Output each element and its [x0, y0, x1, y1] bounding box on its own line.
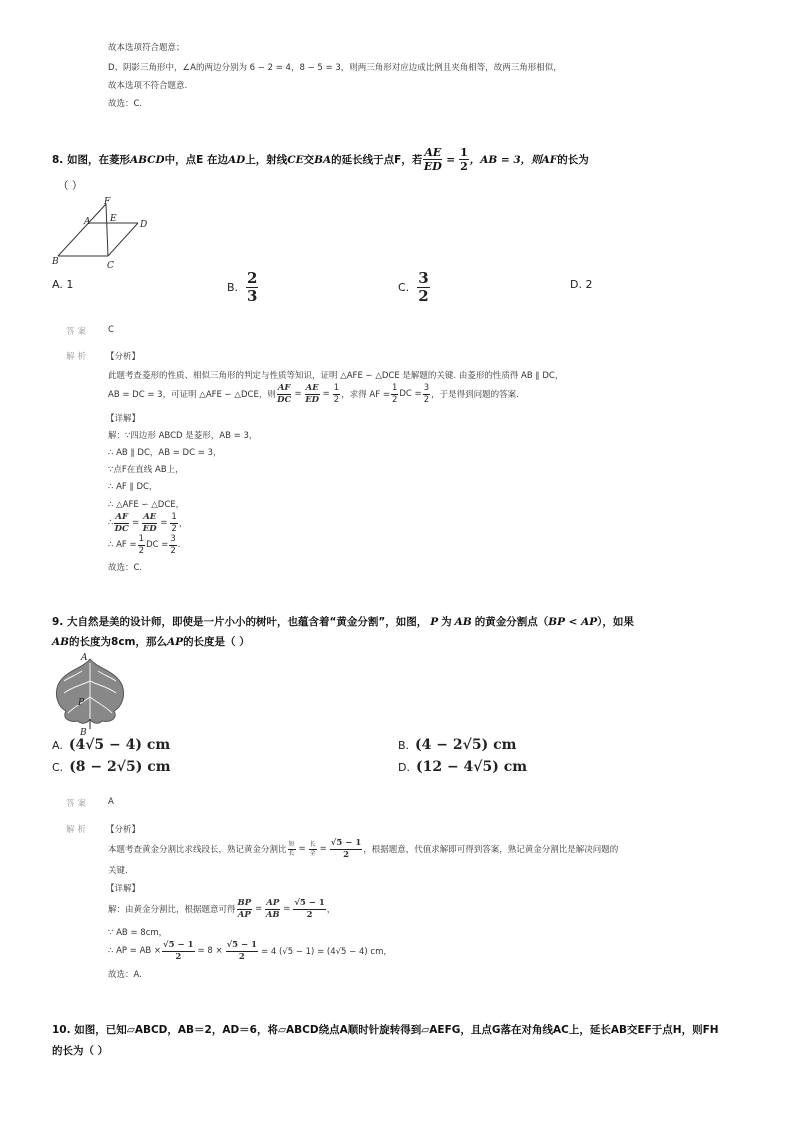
segment-fc: [106, 204, 108, 256]
option-a[interactable]: [52, 737, 170, 753]
segment-bf: [58, 204, 106, 256]
point-label: E: [110, 214, 117, 224]
solution-line: ∴ AB ∥ DC，AB = DC = 3，: [108, 448, 222, 458]
point-label: A: [84, 217, 91, 227]
fraction: [226, 941, 258, 961]
question-10-stem: 10. 如图，已知▱ABCD，AB＝2，AD＝6，将▱ABCD绕点A顺时针旋转得到▱AEFG，且点G落在对角线AC上，延长AB交EF于点H，则FH: [52, 1024, 719, 1036]
section-heading: 【分析】: [106, 825, 141, 835]
analysis-label: 解析: [66, 825, 90, 835]
option-label: C.: [52, 760, 64, 774]
text: 解：由黄金分割比，根据题意可得: [108, 905, 236, 915]
rhombus-figure: [50, 194, 160, 270]
numerator: √5 − 1: [294, 898, 325, 908]
option-label: B.: [398, 738, 410, 752]
numerator: 3: [170, 534, 176, 544]
denominator: 2: [460, 160, 468, 173]
question-8-stem: [52, 147, 589, 172]
numerator: 1: [460, 146, 468, 159]
fraction: [417, 271, 429, 304]
fraction: [265, 899, 280, 919]
fraction: [309, 842, 317, 857]
equals: =: [132, 518, 140, 528]
analysis-line: [108, 384, 519, 404]
point-label: A: [81, 653, 88, 663]
numerator: 短: [288, 840, 295, 848]
answer-label: 答案: [66, 799, 90, 809]
denominator: AB: [265, 909, 280, 920]
text: = 8 ×: [197, 946, 223, 956]
denominator: 全: [309, 849, 316, 857]
q9-text: ），如果: [597, 616, 634, 628]
section-heading: 【详解】: [106, 884, 141, 894]
point-label: P: [78, 698, 85, 708]
leaf-figure: [52, 651, 128, 737]
q9-math: AB: [454, 615, 472, 628]
point-label: F: [104, 197, 111, 207]
equals: =: [446, 153, 456, 166]
section-heading: 【详解】: [106, 414, 141, 424]
solution-line: ∴ △AFE ∽ △DCE，: [108, 500, 185, 510]
solution-line: [108, 513, 187, 533]
denominator: 2: [306, 909, 313, 920]
q8-math: AF: [541, 153, 558, 166]
prev-solution-line: 故选：C.: [108, 99, 143, 109]
numerator: √5 − 1: [330, 838, 362, 848]
equals: =: [298, 844, 306, 854]
q9-math: P: [430, 615, 439, 628]
fraction: [237, 899, 253, 919]
solution-line: [108, 899, 335, 919]
option-label: D.: [398, 760, 410, 774]
numerator: √5 − 1: [163, 940, 194, 950]
denominator: DC: [114, 523, 129, 534]
denominator: 2: [418, 287, 429, 305]
numerator: 3: [423, 383, 430, 393]
text: DC =: [146, 540, 169, 550]
option-label: C.: [398, 281, 410, 294]
option-value: (4√5 − 4) cm: [68, 737, 171, 753]
q8-math: CE: [287, 153, 304, 166]
answer-paren: （ ）: [58, 180, 83, 192]
solution-line: ∴ AF ∥ DC，: [108, 482, 158, 492]
denominator: 2: [343, 849, 349, 860]
solution-line: ∵点F在直线 AB上，: [108, 465, 184, 475]
numerator: √5 − 1: [226, 940, 258, 950]
q9-text: 的长度为8cm，那么: [69, 636, 168, 648]
denominator: 2: [175, 951, 182, 962]
point-label: C: [107, 261, 114, 270]
point-label: B: [52, 257, 59, 267]
q9-math: BP < AP: [548, 615, 598, 628]
fraction: [277, 384, 292, 404]
segment-cd: [108, 223, 138, 256]
equals: =: [160, 518, 168, 528]
q8-math: ，AB = 3，则: [469, 154, 542, 166]
q9-text: 为: [441, 616, 452, 628]
text: ，: [178, 519, 188, 529]
q8-text: 的延长线于点F，若: [331, 154, 423, 166]
solution-line: 故选：A.: [108, 970, 142, 980]
numerator: AF: [115, 512, 129, 522]
numerator: 1: [138, 534, 145, 544]
answer-value: A: [108, 797, 114, 807]
analysis-label: 解析: [66, 352, 90, 362]
option-b[interactable]: [398, 737, 516, 753]
q8-math: BA: [314, 153, 332, 166]
text: ，: [326, 905, 336, 915]
q8-text: 上，射线: [245, 154, 288, 166]
option-label: B.: [227, 281, 239, 294]
text: ，求得 AF =: [341, 390, 390, 400]
denominator: AP: [237, 909, 251, 920]
q8-text: 中，点E 在边: [164, 154, 228, 166]
fraction: [142, 513, 157, 533]
q8-text: 8. 如图，在菱形: [52, 154, 130, 166]
equals: =: [255, 904, 263, 914]
q8-text: 的长为: [557, 154, 589, 166]
analysis-line: 关键.: [108, 866, 128, 876]
denominator: 3: [247, 287, 258, 305]
text: ∴: [108, 518, 114, 528]
numerator: 1: [333, 383, 340, 393]
fraction: [305, 384, 320, 404]
denominator: 2: [391, 394, 398, 405]
fraction: [288, 842, 296, 857]
numerator: 1: [391, 383, 398, 393]
prev-solution-line: 故本选项不符合题意.: [108, 81, 188, 91]
option-c[interactable]: [52, 759, 171, 775]
question-10-stem-line2: 的长为（ ）: [52, 1045, 109, 1057]
text: ，根据题意，代值求解即可得到答案，熟记黄金分割比是解决问题的: [363, 845, 619, 855]
solution-line: [108, 535, 181, 555]
point-label: D: [140, 220, 148, 230]
q9-text: 的长度是（ ）: [183, 636, 250, 648]
text: ∴ AF =: [108, 540, 137, 550]
fraction: [293, 899, 325, 919]
denominator: 2: [423, 394, 430, 405]
option-d[interactable]: D. 2: [570, 278, 593, 291]
answer-value: C: [108, 325, 114, 335]
fraction: [459, 147, 469, 172]
equals: =: [322, 389, 330, 399]
denominator: ED: [142, 523, 157, 534]
denominator: ED: [305, 394, 320, 405]
denominator: 2: [138, 545, 145, 556]
text: .: [177, 540, 181, 550]
text: ∴ AP = AB ×: [108, 946, 162, 956]
numerator: AF: [277, 383, 291, 393]
numerator: 长: [309, 840, 316, 848]
numerator: 1: [171, 512, 177, 522]
question-9-stem: [52, 614, 634, 629]
fraction: [246, 271, 258, 304]
denominator: 2: [333, 394, 340, 405]
fraction: [423, 384, 430, 404]
q9-math: AB: [52, 635, 70, 648]
analysis-line: 此题考查菱形的性质、相似三角形的判定与性质等知识，证明 △AFE ∽ △DCE 是解题的关键. 由菱形的性质得 AB ∥ DC，: [108, 371, 564, 381]
fraction: [330, 839, 362, 859]
option-value: (4 − 2√5) cm: [415, 737, 517, 753]
fraction: [170, 513, 177, 533]
fraction: [423, 147, 442, 172]
question-9-stem-line2: [52, 634, 250, 649]
option-d[interactable]: [398, 759, 527, 775]
fraction: [162, 941, 194, 961]
text: DC =: [399, 389, 422, 399]
fraction: [333, 384, 340, 404]
text: ，于是得到问题的答案.: [431, 390, 519, 400]
q9-math: AP: [167, 635, 184, 648]
option-a[interactable]: A. 1: [52, 278, 74, 291]
option-value: (8 − 2√5) cm: [69, 759, 171, 775]
denominator: ED: [423, 160, 442, 173]
numerator: 3: [418, 269, 429, 287]
solution-line: [108, 941, 392, 961]
solution-line: 故选：C.: [108, 563, 143, 573]
text: AB = DC = 3，可证明 △AFE ∽ △DCE，则: [108, 390, 276, 400]
q8-math: ABCD: [129, 153, 165, 166]
numerator: 2: [247, 269, 258, 287]
option-label: A.: [52, 738, 63, 752]
prev-solution-line: D、阴影三角形中，∠A的两边分别为 6 − 2 = 4，8 − 5 = 3，则两三角形对应边成比例且夹角相等，故两三角形相似，: [108, 63, 562, 73]
equals: =: [283, 904, 291, 914]
prev-solution-line: 故本选项符合题意；: [108, 43, 185, 53]
fraction: [391, 384, 398, 404]
fraction: [114, 513, 129, 533]
numerator: AE: [305, 383, 319, 393]
denominator: 2: [170, 545, 176, 556]
q9-text: 9. 大自然是美的设计师，即使是一片小小的树叶，也蕴含着“黄金分割”，如图，: [52, 616, 428, 628]
numerator: BP: [237, 898, 252, 908]
analysis-line: [108, 839, 618, 859]
fraction: [169, 535, 176, 555]
q8-math: AD: [227, 153, 246, 166]
text: = 4 (√5 − 1) = (4√5 − 4) cm，: [261, 947, 392, 957]
numerator: AE: [143, 512, 157, 522]
option-value: (12 − 4√5) cm: [415, 759, 528, 775]
fraction: [138, 535, 145, 555]
solution-line: 解：∵四边形 ABCD 是菱形，AB = 3，: [108, 431, 258, 441]
denominator: 长: [288, 849, 295, 857]
numerator: AE: [424, 146, 442, 159]
q9-text: 的黄金分割点（: [474, 616, 549, 628]
solution-line: ∵ AB = 8cm，: [108, 928, 168, 938]
equals: =: [319, 844, 327, 854]
denominator: 2: [171, 523, 177, 534]
answer-label: 答案: [66, 327, 90, 337]
numerator: AP: [266, 898, 280, 908]
section-heading: 【分析】: [106, 352, 141, 362]
point-label: B: [80, 728, 87, 737]
q8-text: 交: [303, 154, 315, 166]
option-b[interactable]: [227, 271, 259, 304]
denominator: 2: [238, 951, 245, 962]
option-c[interactable]: [398, 271, 431, 304]
equals: =: [294, 389, 302, 399]
denominator: DC: [277, 394, 292, 405]
text: 本题考查黄金分割比求线段长，熟记黄金分割比: [108, 845, 287, 855]
